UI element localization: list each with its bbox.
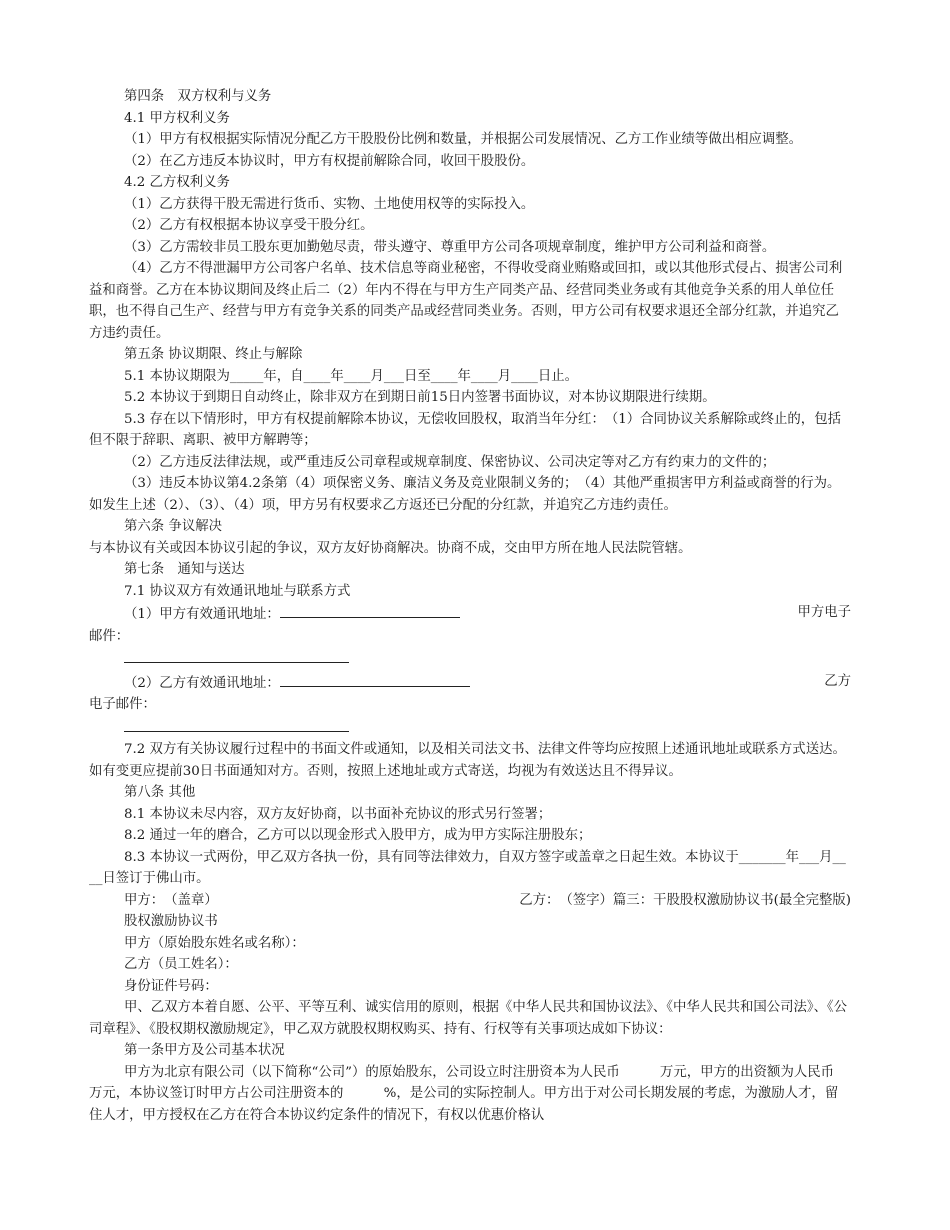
section-5-3-item-3: （3）违反本协议第4.2条第（4）项保密义务、廉洁义务及竞业限制义务的； （4）其他严重损害甲方利益或商誉的行为。 如发生上述（2）、（3）、（4）项，甲方另有权要求乙方返还已分配的分红款，并追究乙方违约责任。 bbox=[89, 476, 841, 513]
party-b-address-blank bbox=[280, 671, 470, 687]
document-page bbox=[89, 86, 875, 1126]
article-5-title: 第五条 协议期限、终止与解除 bbox=[124, 347, 303, 362]
section-7-2: 7.2 双方有关协议履行过程中的书面文件或通知，以及相关司法文书、法律文件等均应按照上述通讯地址或联系方式送达。如有变更应提前30日书面通知对方。否则，按照上述地址或方式寄送，均视为有效送达且不得异议。 bbox=[89, 742, 846, 779]
section-5-3: 5.3 存在以下情形时，甲方有权提前解除本协议，无偿收回股权，取消当年分红： （1）合同协议关系解除或终止的，包括但不限于辞职、离职、被甲方解聘等； bbox=[89, 411, 841, 448]
part3-article-1-body: 甲方为北京有限公司（以下简称“公司”）的原始股东，公司设立时注册资本为人民币 万元，甲方的出资额为人民币 万元，本协议签订时甲方占公司注册资本的 %，是公司的实际控制人。甲方出于对公司长期发展的考虑，为激励人才，留住人才，甲方授权在乙方在符合本协议约定条件的情况下，有权以优惠价格认 bbox=[89, 1064, 875, 1123]
section-7-1: 7.1 协议双方有效通讯地址与联系方式 bbox=[124, 583, 351, 599]
part3-title: 股权激励协议书 bbox=[124, 914, 218, 929]
party-a-email-row bbox=[89, 647, 851, 671]
party-a-address-label: （1）甲方有效通讯地址： bbox=[124, 607, 280, 622]
party-a-email-blank bbox=[124, 647, 349, 663]
section-8-1: 8.1 本协议未尽内容，双方友好协商，以书面补充协议的形式另行签署； bbox=[124, 806, 552, 822]
article-6-title: 第六条 争议解决 bbox=[124, 519, 222, 534]
section-4-2-item-4: （4）乙方不得泄漏甲方公司客户名单、技术信息等商业秘密，不得收受商业贿赂或回扣，或以其他形式侵占、损害公司利益和商誉。乙方在本协议期间及终止后二（2）年内不得在与甲方生产同类产品、经营同类业务或有其他竞争关系的用人单位任职，也不得自己生产、经营与甲方有竞争关系的同类产品或经营同类业务。否则，甲方公司有权要求退还全部分红款，并追究乙方违约责任。 bbox=[89, 261, 843, 341]
section-8-3: 8.3 本协议一式两份，甲乙双方各执一份，具有同等法律效力，自双方签字或盖章之日起生效。本协议于_______年___月____日签订于佛山市。 bbox=[89, 849, 846, 886]
article-6-body: 与本协议有关或因本协议引起的争议，双方友好协商解决。协商不成，交由甲方所在地人民法院管辖。 bbox=[89, 540, 692, 556]
part3-id-number: 身份证件号码： bbox=[124, 978, 218, 994]
party-a-address-blank bbox=[280, 602, 460, 618]
article-4-title: 第四条 双方权利与义务 bbox=[124, 89, 272, 104]
party-a-email-label-head: 甲方电子 bbox=[797, 605, 851, 620]
party-b-address-label: （2）乙方有效通讯地址： bbox=[124, 675, 280, 691]
section-4-2-item-2: （2）乙方有权根据本协议享受干股分红。 bbox=[124, 218, 374, 233]
party-b-email-row bbox=[89, 716, 851, 740]
party-a-seal: 甲方： （盖章） bbox=[124, 892, 218, 908]
part3-intro: 甲、乙双方本着自愿、公平、平等互利、诚实信用的原则，根据《中华人民共和国协议法》、《中华人民共和国公司法》、《公司章程》、《股权期权激励规定》，甲乙双方就股权期权购买、持有、行权等有关事项达成如下协议： bbox=[89, 1000, 848, 1037]
party-b-email-label-tail: 电子邮件： bbox=[89, 697, 156, 712]
section-4-1-item-2: （2）在乙方违反本协议时，甲方有权提前解除合同，收回干股股份。 bbox=[124, 153, 535, 169]
party-a-address-row bbox=[89, 602, 851, 626]
section-4-2-heading: 4.2 乙方权利义务 bbox=[124, 175, 230, 190]
party-b-email-blank bbox=[124, 716, 349, 732]
section-4-1-item-1: （1）甲方有权根据实际情况分配乙方干股股份比例和数量，并根据公司发展情况、乙方工作业绩等做出相应调整。 bbox=[124, 132, 803, 147]
party-b-email-label-head: 乙方 bbox=[824, 673, 851, 689]
party-b-address-row bbox=[89, 671, 851, 695]
article-8-title: 第八条 其他 bbox=[124, 785, 196, 800]
part3-party-a: 甲方（原始股东姓名或名称）： bbox=[124, 935, 305, 951]
section-4-2-item-1: （1）乙方获得干股无需进行货币、实物、土地使用权等的实际投入。 bbox=[124, 196, 535, 212]
article-7-title: 第七条 通知与送达 bbox=[124, 562, 245, 577]
party-b-sign-and-heading: 乙方： （签字）篇三：干股股权激励协议书(最全完整版) bbox=[519, 892, 851, 908]
section-4-1-heading: 4.1 甲方权利义务 bbox=[124, 110, 230, 126]
section-5-3-item-2: （2）乙方违反法律法规，或严重违反公司章程或规章制度、保密协议、公司决定等对乙方有约束力的文件的； bbox=[124, 454, 776, 470]
signature-row bbox=[89, 890, 851, 912]
section-5-1: 5.1 本协议期限为_____年，自____年____月___日至____年____月____日止。 bbox=[124, 368, 579, 384]
part3-article-1-title: 第一条甲方及公司基本状况 bbox=[124, 1043, 285, 1058]
party-a-email-label-tail: 邮件： bbox=[89, 628, 130, 644]
section-5-2: 5.2 本协议于到期日自动终止，除非双方在到期日前15日内签署书面协议，对本协议期限进行续期。 bbox=[124, 390, 716, 405]
part3-party-b: 乙方（员工姓名）： bbox=[124, 957, 238, 972]
section-8-2: 8.2 通过一年的磨合，乙方可以以现金形式入股甲方，成为甲方实际注册股东； bbox=[124, 828, 592, 843]
section-4-2-item-3: （3）乙方需较非员工股东更加勤勉尽责，带头遵守、尊重甲方公司各项规章制度，维护甲方公司利益和商誉。 bbox=[124, 239, 776, 255]
